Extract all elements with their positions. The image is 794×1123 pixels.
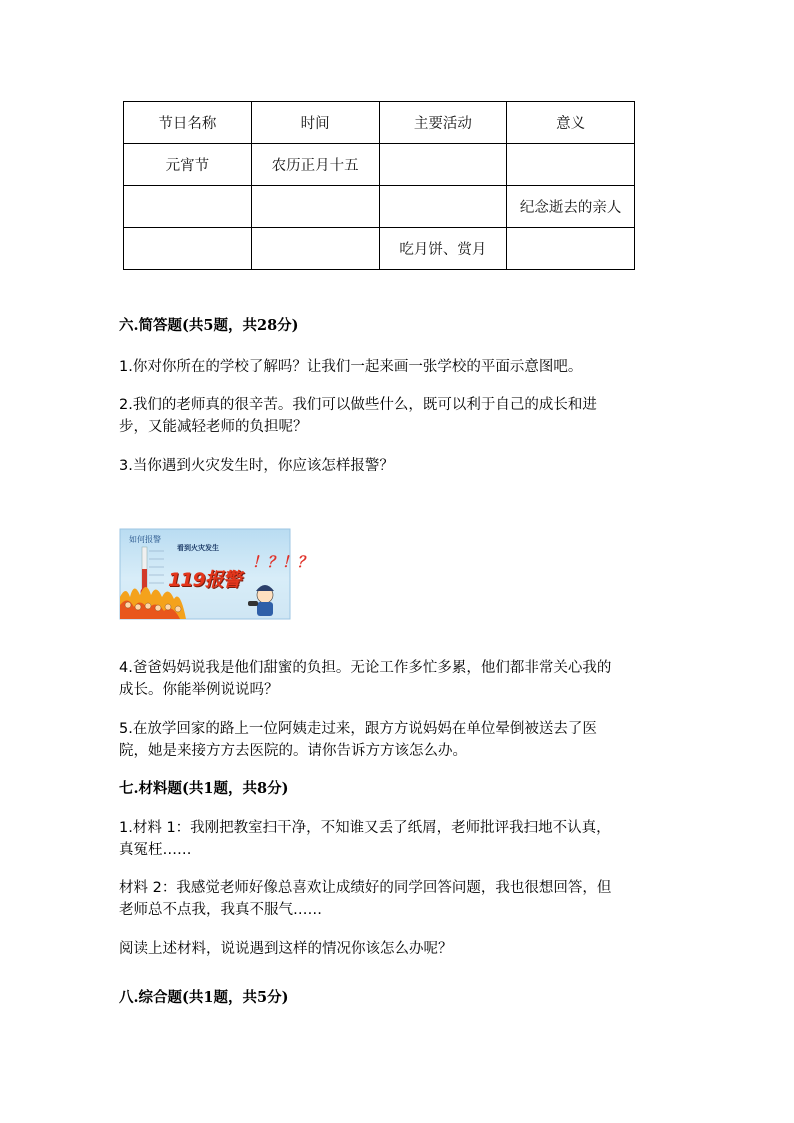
fire-alarm-illustration <box>120 529 313 619</box>
material-1-line: 1.材料 1：我刚把教室扫干净，不知谁又丢了纸屑，老师批评我扫地不认真， <box>119 820 611 836</box>
table-cell: 农历正月十五 <box>251 144 379 186</box>
question-4 <box>119 657 679 701</box>
exclamation-marks: ！？！？ <box>252 553 313 571</box>
question-5 <box>119 718 679 762</box>
figure-title: 如何报警 <box>129 535 161 544</box>
material-2-line: 老师总不点我，我真不服气…… <box>119 902 322 918</box>
table-cell: 吃月饼、赏月 <box>379 228 507 270</box>
material-2-line: 材料 2：我感觉老师好像总喜欢让成绩好的同学回答问题，我也很想回答，但 <box>119 880 612 896</box>
section-6-heading: 六.简答题(共5题，共28分) <box>119 317 299 334</box>
question-4-line: 4.爸爸妈妈说我是他们甜蜜的负担。无论工作多忙多累，他们都非常关心我的 <box>119 660 612 676</box>
section-7-heading: 七.材料题(共1题，共8分) <box>119 780 289 797</box>
figure-subtitle: 看到火灾发生 <box>177 544 219 552</box>
table-row <box>124 186 635 228</box>
material-question: 阅读上述材料，说说遇到这样的情况你该怎么办呢？ <box>119 941 453 957</box>
table-cell <box>251 186 379 228</box>
table-cell <box>251 228 379 270</box>
table-cell <box>124 228 252 270</box>
material-1 <box>119 817 679 861</box>
question-4-line: 成长。你能举例说说吗？ <box>119 682 279 698</box>
table-header-cell: 意义 <box>507 102 635 144</box>
table-header-cell: 主要活动 <box>379 102 507 144</box>
table-cell <box>507 228 635 270</box>
table-header-cell: 时间 <box>251 102 379 144</box>
table-cell <box>379 144 507 186</box>
question-2-line: 2.我们的老师真的很辛苦。我们可以做些什么，既可以利于自己的成长和进 <box>119 397 597 413</box>
question-3: 3.当你遇到火灾发生时，你应该怎样报警？ <box>119 458 394 474</box>
table-cell: 纪念逝去的亲人 <box>507 186 635 228</box>
emergency-number-text: 119报警 <box>168 569 241 591</box>
material-1-line: 真冤枉…… <box>119 842 192 858</box>
table-row <box>124 228 635 270</box>
question-2 <box>119 394 679 438</box>
table-cell <box>507 144 635 186</box>
table-row <box>124 144 635 186</box>
table-header-row <box>124 102 635 144</box>
table-cell <box>379 186 507 228</box>
question-5-line: 5.在放学回家的路上一位阿姨走过来，跟方方说妈妈在单位晕倒被送去了医 <box>119 721 597 737</box>
table-cell <box>124 186 252 228</box>
section-8-heading: 八.综合题(共1题，共5分) <box>119 989 289 1006</box>
material-2 <box>119 877 679 921</box>
table-header-cell: 节日名称 <box>124 102 252 144</box>
festival-table <box>123 101 635 270</box>
question-5-line: 院，她是来接方方去医院的。请你告诉方方该怎么办。 <box>119 743 467 759</box>
question-2-line: 步，又能减轻老师的负担呢？ <box>119 419 308 435</box>
question-1: 1.你对你所在的学校了解吗？让我们一起来画一张学校的平面示意图吧。 <box>119 359 583 375</box>
table-cell: 元宵节 <box>124 144 252 186</box>
